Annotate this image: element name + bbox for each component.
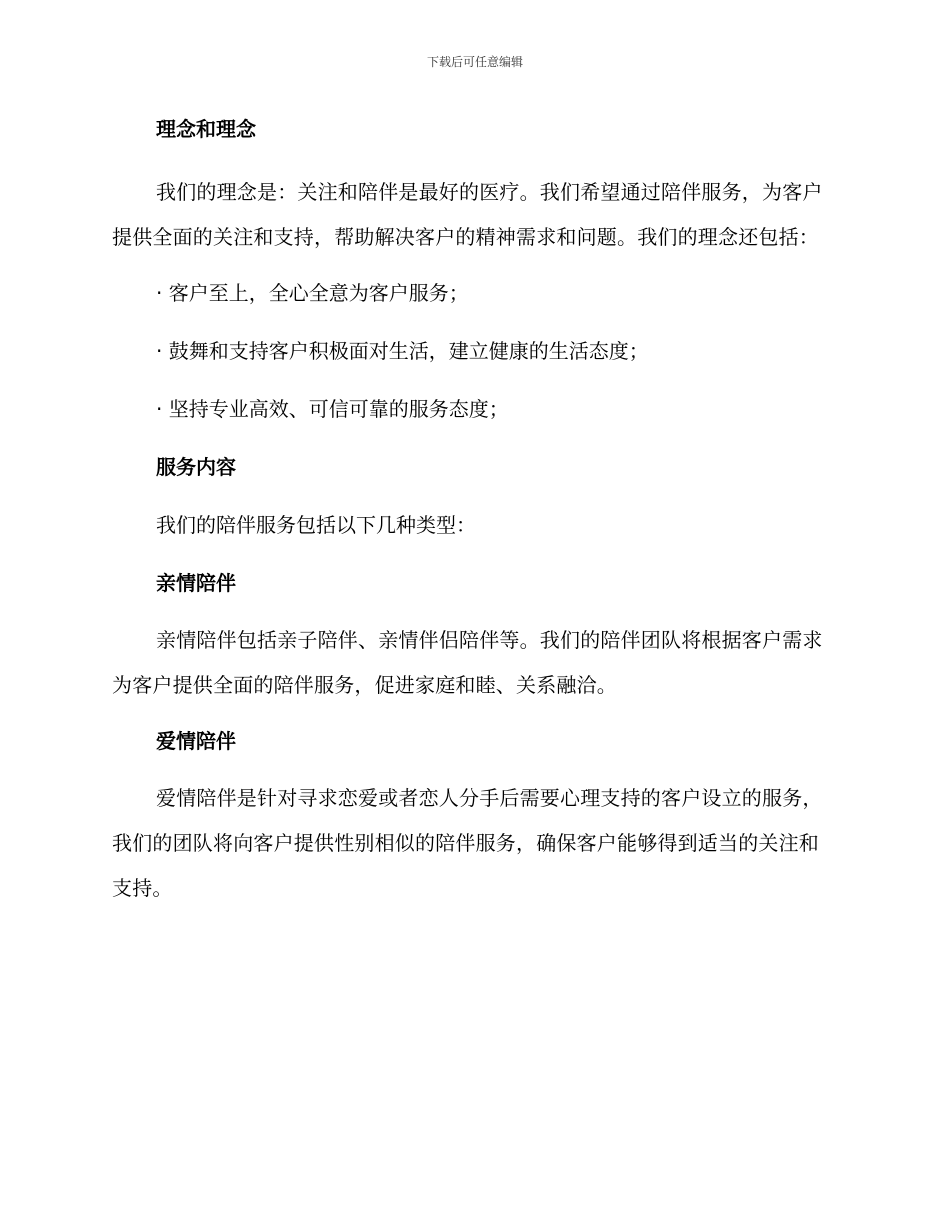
bullet-item-3: · 坚持专业高效、可信可靠的服务态度； — [156, 397, 509, 421]
bullet-item-2: · 鼓舞和支持客户积极面对生活，建立健康的生活态度； — [156, 339, 649, 363]
bullet-item-1: · 客户至上，全心全意为客户服务； — [156, 281, 469, 305]
paragraph-service: 我们的陪伴服务包括以下几种类型： — [156, 513, 476, 537]
section-heading-philosophy: 理念和理念 — [156, 117, 256, 141]
section-heading-love: 爱情陪伴 — [156, 729, 236, 753]
paragraph-philosophy: 我们的理念是：关注和陪伴是最好的医疗。我们希望通过陪伴服务，为客户提供全面的关注和支持，帮助解决客户的精神需求和问题。我们的理念还包括： — [112, 180, 823, 249]
page-header: 下载后可任意编辑 — [426, 55, 523, 69]
paragraph-love: 爱情陪伴是针对寻求恋爱或者恋人分手后需要心理支持的客户设立的服务，我们的团队将向客户提供性别相似的陪伴服务，确保客户能够得到适当的关注和支持。 — [112, 786, 823, 900]
section-heading-service: 服务内容 — [156, 455, 236, 479]
paragraph-family: 亲情陪伴包括亲子陪伴、亲情伴侣陪伴等。我们的陪伴团队将根据客户需求为客户提供全面的陪伴服务，促进家庭和睦、关系融洽。 — [112, 628, 823, 697]
document-body — [112, 112, 832, 911]
section-heading-family: 亲情陪伴 — [156, 571, 236, 595]
